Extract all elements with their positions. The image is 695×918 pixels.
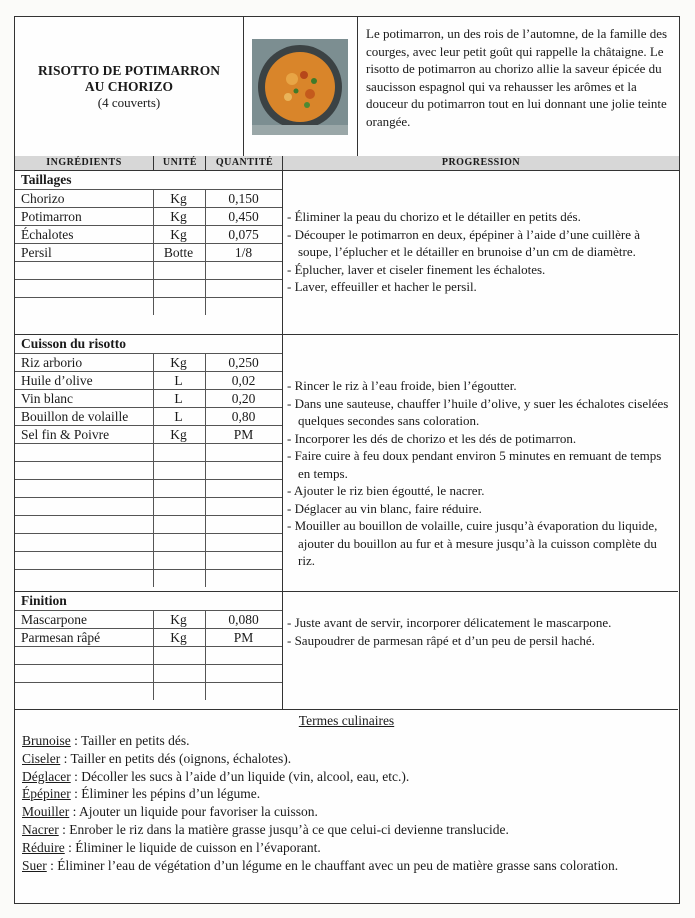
ingredient-name: Huile d’olive — [21, 373, 93, 388]
column-line — [205, 610, 206, 700]
glossary-definition: : Enrober le riz dans la matière grasse jusqu’à ce que celui-ci devienne translucide. — [58, 821, 509, 837]
glossary-definition: : Éliminer les pépins d’un légume. — [70, 786, 261, 802]
column-header-progression: PROGRESSION — [282, 156, 679, 171]
glossary-definition: : Tailler en petits dés. — [70, 733, 190, 748]
column-line — [153, 353, 154, 587]
recipe-description: Le potimarron, un des rois de l’automne, de la famille des courges, avec leur petit goût qui rappelle la châtaigne. Le risotto de potimarron au chorizo allie la saveur épicée du saucisson espagnol qui va rehausser les arômes et la douceur du potimarron tout en lui donnant une jolie teinte orangée. — [366, 26, 668, 129]
ingredient-row — [15, 551, 282, 570]
ingredient-name: Chorizo — [21, 191, 65, 206]
recipe-photo-cell — [243, 17, 358, 156]
ingredient-row — [15, 479, 282, 498]
ingredient-row — [15, 569, 282, 588]
ingredient-row — [15, 610, 282, 629]
recipe-servings: (4 couverts) — [97, 94, 161, 110]
ingredient-row — [15, 425, 282, 444]
glossary-definition: : Décoller les sucs à l’aide d’un liquide (vin, alcool, eau, etc.). — [70, 768, 410, 784]
ingredient-quantity: PM — [233, 427, 254, 442]
recipe-title-line1: RISOTTO DE POTIMARRON — [37, 62, 221, 78]
ingredient-quantity: 0,080 — [228, 612, 259, 627]
glossary-item — [22, 768, 670, 786]
ingredient-row — [15, 664, 282, 683]
glossary-definition: : Éliminer le liquide de cuisson en l’évaporant. — [64, 839, 321, 855]
column-line — [205, 189, 206, 315]
ingredient-row — [15, 353, 282, 372]
ingredient-row — [15, 515, 282, 534]
section-taillages — [15, 170, 678, 335]
ingredient-quantity: PM — [233, 630, 254, 645]
ingredient-name: Parmesan râpé — [21, 630, 101, 645]
glossary-definition: : Ajouter un liquide pour favoriser la cuisson. — [69, 804, 318, 820]
ingredient-unit: Kg — [170, 209, 187, 224]
glossary-title: Termes culinaires — [298, 713, 395, 728]
ingredient-name: Sel fin & Poivre — [21, 427, 110, 442]
progression-step: - Incorporer les dés de chorizo et les dés de potimarron. — [287, 430, 577, 446]
ingredient-row — [15, 207, 282, 226]
ingredient-unit: Kg — [170, 612, 187, 627]
ingredient-quantity: 1/8 — [234, 245, 253, 260]
glossary-term: Réduire — [22, 839, 65, 855]
glossary — [15, 709, 678, 906]
progression-step: - Mouiller au bouillon de volaille, cuire jusqu’à évaporation du liquide, ajouter du bouillon au fur et à mesure jusqu’à la cuisson complète du riz. — [287, 518, 658, 568]
progression-step: - Juste avant de servir, incorporer délicatement le mascarpone. — [287, 615, 612, 630]
glossary-term: Mouiller — [22, 804, 70, 820]
ingredient-name: Bouillon de volaille — [21, 409, 129, 424]
ingredient-row — [15, 261, 282, 280]
section-title-taillages: Taillages — [21, 172, 72, 187]
ingredient-row — [15, 279, 282, 298]
progression-step: - Rincer le riz à l’eau froide, bien l’égoutter. — [287, 378, 517, 393]
glossary-item — [22, 857, 670, 875]
column-header-unit: UNITÉ — [153, 156, 206, 171]
recipe-header — [15, 17, 678, 157]
glossary-item — [22, 821, 670, 839]
ingredient-name: Potimarron — [21, 209, 82, 224]
ingredient-row — [15, 682, 282, 701]
ingredient-name: Vin blanc — [21, 391, 74, 406]
steps-cuisson — [287, 377, 675, 570]
ingredient-name: Échalotes — [21, 227, 74, 242]
glossary-item — [22, 785, 670, 803]
ingredient-row — [15, 225, 282, 244]
progression-step: - Dans une sauteuse, chauffer l’huile d’olive, y suer les échalotes ciselées quelques secondes sans coloration. — [287, 395, 669, 428]
ingredient-row — [15, 389, 282, 408]
glossary-term: Nacrer — [22, 821, 59, 837]
glossary-definition: : Tailler en petits dés (oignons, échalotes). — [60, 750, 292, 766]
progression-step: - Faire cuire à feu doux pendant environ 5 minutes en remuant de temps en temps. — [287, 448, 662, 481]
column-header-quantity: QUANTITÉ — [205, 156, 283, 171]
ingredient-unit: L — [174, 373, 183, 388]
ingredient-quantity: 0,150 — [228, 191, 259, 206]
recipe-title-cell — [15, 17, 244, 156]
recipe-title-line2: AU CHORIZO — [84, 78, 174, 94]
ingredient-row — [15, 243, 282, 262]
ingredient-row — [15, 628, 282, 647]
progression-step: - Éliminer la peau du chorizo et le détailler en petits dés. — [287, 209, 581, 224]
ingredient-row — [15, 371, 282, 390]
column-header-ingredients: INGRÉDIENTS — [15, 156, 153, 171]
ingredient-quantity: 0,075 — [228, 227, 259, 242]
ingredient-row — [15, 297, 282, 316]
glossary-term: Suer — [22, 857, 47, 873]
progression-step: - Ajouter le riz bien égoutté, le nacrer. — [287, 483, 485, 498]
ingredient-unit: Kg — [170, 227, 187, 242]
section-finition — [15, 591, 678, 710]
progression-step: - Découper le potimarron en deux, épépiner à l’aide d’une cuillère à soupe, l’éplucher et le détailler en brunoise d’un cm de diamètre. — [287, 226, 640, 259]
progression-step: - Laver, effeuiller et hacher le persil. — [287, 279, 477, 294]
ingredient-quantity: 0,02 — [231, 373, 256, 388]
ingredient-row — [15, 461, 282, 480]
glossary-item — [22, 732, 670, 750]
ingredient-unit: Kg — [170, 191, 187, 206]
ingredient-row — [15, 497, 282, 516]
ingredient-unit: L — [174, 391, 183, 406]
glossary-item — [22, 839, 670, 857]
ingredient-unit: Kg — [170, 427, 187, 442]
ingredient-name: Persil — [21, 245, 52, 260]
glossary-item — [22, 803, 670, 821]
ingredient-unit: L — [174, 409, 183, 424]
ingredient-name: Mascarpone — [21, 612, 87, 627]
ingredient-row — [15, 646, 282, 665]
column-line — [153, 610, 154, 700]
glossary-definition: : Éliminer l’eau de végétation d’un légume en le chauffant avec un peu de matière grasse sans coloration. — [46, 857, 619, 873]
steps-taillages — [287, 208, 675, 296]
steps-finition — [287, 614, 675, 649]
ingredient-unit: Kg — [170, 355, 187, 370]
progression-step: - Saupoudrer de parmesan râpé et d’un peu de persil haché. — [287, 632, 595, 648]
glossary-items — [22, 732, 670, 874]
section-cuisson — [15, 334, 678, 592]
column-line — [205, 353, 206, 587]
recipe-sheet — [14, 16, 680, 904]
ingredient-quantity: 0,450 — [228, 209, 259, 224]
ingredient-row — [15, 407, 282, 426]
ingredient-row — [15, 443, 282, 462]
column-line — [153, 189, 154, 315]
risotto-dish-photo — [252, 39, 348, 135]
progression-step: - Éplucher, laver et ciseler finement les échalotes. — [287, 261, 546, 277]
glossary-term: Brunoise — [22, 733, 71, 748]
glossary-term: Déglacer — [22, 768, 71, 784]
ingredient-quantity: 0,20 — [231, 391, 256, 406]
ingredient-name: Riz arborio — [21, 355, 83, 370]
ingredient-unit: Kg — [170, 630, 187, 645]
glossary-term: Ciseler — [22, 750, 61, 766]
section-title-cuisson: Cuisson du risotto — [21, 336, 127, 351]
ingredient-row — [15, 189, 282, 208]
ingredient-row — [15, 533, 282, 552]
ingredient-quantity: 0,80 — [231, 409, 256, 424]
section-title-finition: Finition — [21, 593, 67, 608]
ingredient-quantity: 0,250 — [228, 355, 259, 370]
ingredient-unit: Botte — [163, 245, 194, 260]
glossary-item — [22, 750, 670, 768]
glossary-term: Épépiner — [22, 786, 71, 802]
progression-step: - Déglacer au vin blanc, faire réduire. — [287, 500, 482, 516]
